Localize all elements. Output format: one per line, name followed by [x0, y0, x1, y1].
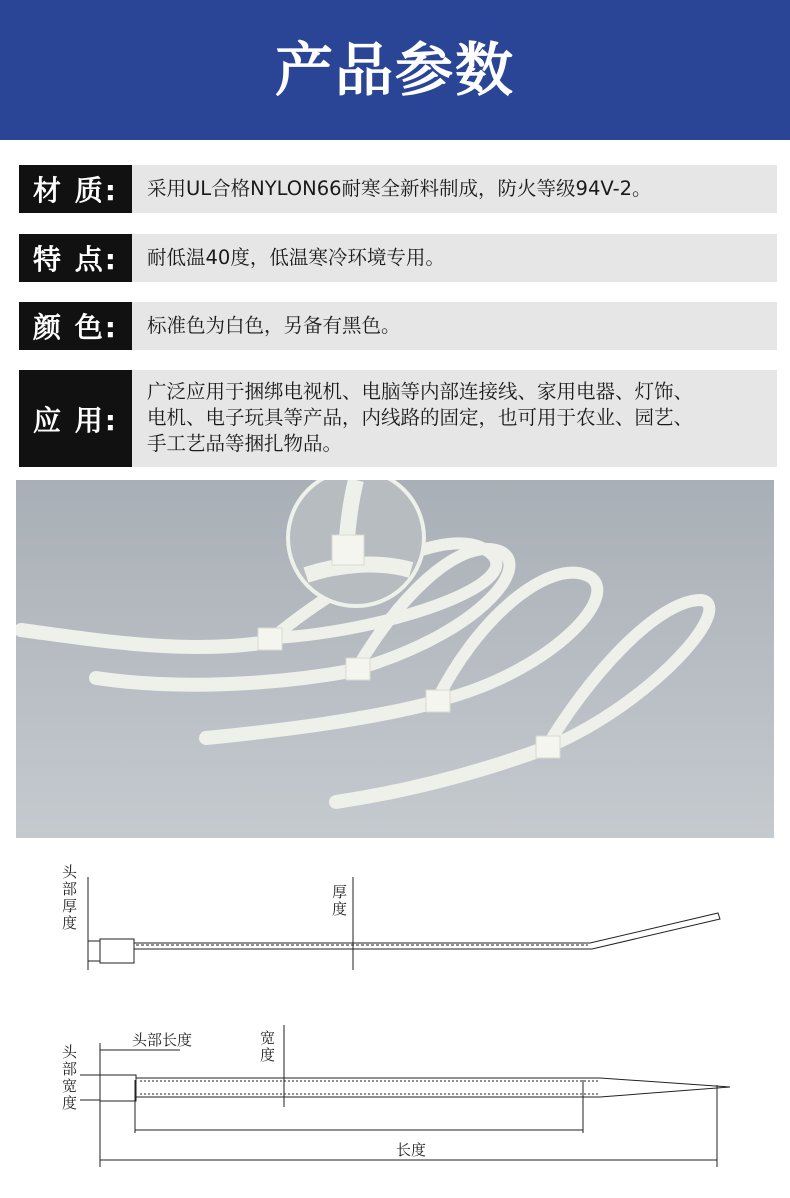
- page-title: 产品参数: [274, 36, 515, 104]
- param-row-color: [19, 302, 777, 350]
- label-top-width: 宽度: [260, 1029, 276, 1064]
- label-top-length: 长度: [396, 1141, 427, 1159]
- product-photo: [16, 480, 774, 838]
- side-view: [88, 877, 720, 970]
- param-value: 采用UL合格NYLON66耐寒全新料制成，防火等级94V-2。: [132, 165, 777, 213]
- param-label: 材 质:: [19, 165, 132, 213]
- param-value: 耐低温40度，低温寒冷环境专用。: [132, 234, 777, 282]
- param-label: 应 用:: [19, 370, 132, 467]
- param-row-feature: [19, 234, 777, 282]
- param-label: 特 点:: [19, 234, 132, 282]
- cable-ties-illustration: [16, 480, 774, 838]
- label-side-head-thickness: 头部厚度: [62, 863, 78, 932]
- param-value: 广泛应用于捆绑电视机、电脑等内部连接线、家用电器、灯饰、 电机、电子玩具等产品，内线路的固定，也可用于农业、园艺、 手工艺品等捆扎物品。: [132, 370, 777, 467]
- label-side-thickness: 厚度: [332, 883, 348, 918]
- label-top-head-width: 头部宽度: [62, 1043, 78, 1112]
- param-label: 颜 色:: [19, 302, 132, 350]
- param-row-material: [19, 165, 777, 213]
- param-value: 标准色为白色，另备有黑色。: [132, 302, 777, 350]
- param-row-application: [19, 370, 777, 467]
- label-top-head-length: 头部长度: [132, 1031, 193, 1049]
- dimension-diagram: [40, 855, 750, 1185]
